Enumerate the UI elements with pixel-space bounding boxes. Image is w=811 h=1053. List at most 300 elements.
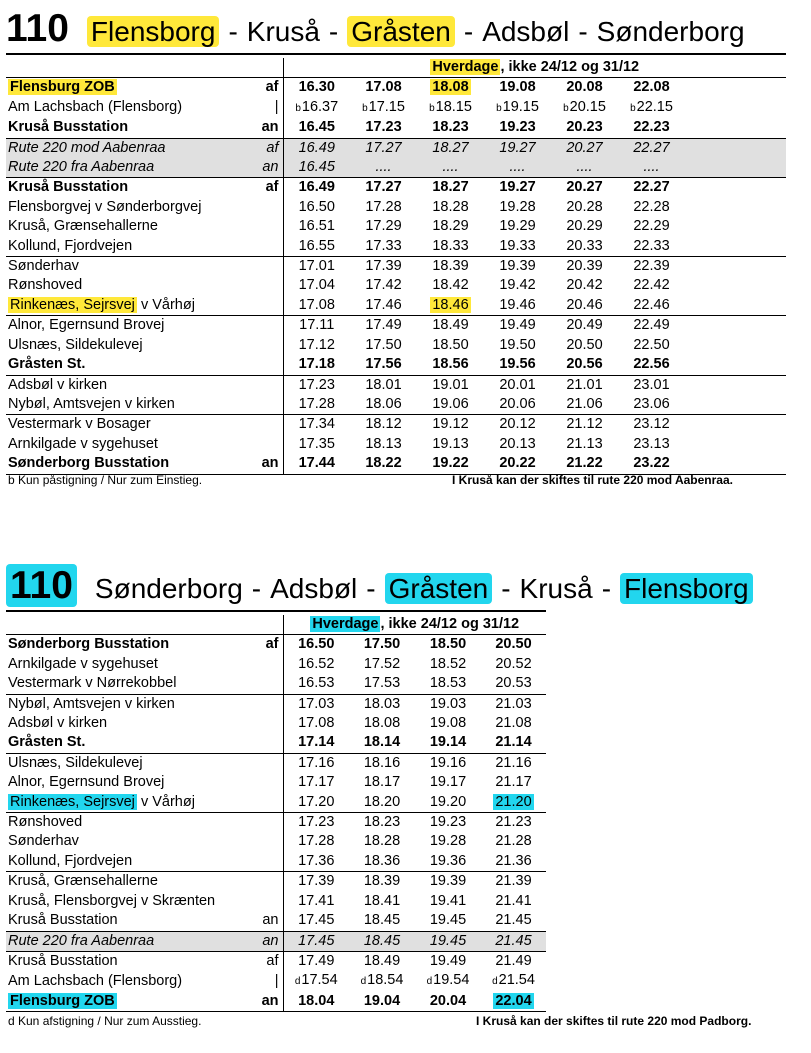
arrival-departure-tag <box>261 237 283 257</box>
departure-time: 22.15 <box>636 98 673 115</box>
table-row <box>6 951 546 971</box>
arrival-departure-tag <box>261 852 283 872</box>
departure-time-cell <box>417 138 484 158</box>
departure-time: 19.29 <box>499 218 536 235</box>
departure-time: 21.54 <box>498 972 535 989</box>
stop-cell <box>6 415 261 435</box>
departure-time-cell <box>283 635 349 655</box>
spacer-cell <box>685 257 786 277</box>
departure-time-cell <box>283 655 349 674</box>
departure-time: 17.28 <box>298 833 335 850</box>
departure-time: 18.14 <box>363 734 401 751</box>
stop-name: Kollund, Fjordvejen <box>8 852 133 869</box>
stop-cell <box>6 911 261 931</box>
departure-time: 17.27 <box>365 139 402 156</box>
departure-time-cell <box>283 971 349 991</box>
departure-time: 17.50 <box>363 636 401 653</box>
departure-time: 21.01 <box>566 376 603 393</box>
stop-name: Alnor, Egernsund Brovej <box>8 774 165 791</box>
departure-time-cell <box>350 178 417 198</box>
arrival-departure-tag: an <box>261 931 283 951</box>
departure-time: 21.12 <box>566 416 603 433</box>
table-row <box>6 635 546 655</box>
arrival-departure-tag <box>261 316 283 336</box>
departure-time-cell <box>618 198 685 217</box>
departure-time: 18.49 <box>432 317 469 334</box>
departure-time-cell <box>283 454 350 474</box>
stop-name: Rinkenæs, Sejrsvej <box>10 296 135 313</box>
arrival-departure-tag: af <box>261 951 283 971</box>
table-row <box>6 395 786 415</box>
stop-cell <box>6 951 261 971</box>
departure-time: 17.56 <box>365 356 402 373</box>
departure-time-cell <box>283 773 349 792</box>
departure-time: 22.04 <box>495 992 532 1009</box>
departure-time-cell <box>349 832 415 851</box>
stop-suffix: v Vårhøj <box>136 296 195 313</box>
departure-time-cell <box>484 217 551 236</box>
departure-time-cell <box>283 714 349 733</box>
table-row <box>6 198 786 217</box>
stop-cell <box>6 276 261 295</box>
departure-time-cell <box>349 813 415 833</box>
departure-time: 18.15 <box>435 98 472 115</box>
stop-name: Ulsnæs, Sildekulevej <box>8 336 143 353</box>
stop-cell <box>6 257 261 277</box>
departure-time: 16.52 <box>298 655 335 672</box>
departure-time: 21.03 <box>495 695 532 712</box>
stop-cell <box>6 635 261 655</box>
stop-cell <box>6 138 261 158</box>
departure-time: 19.45 <box>429 932 467 949</box>
departure-time: 16.50 <box>298 636 335 653</box>
departure-time-cell <box>481 635 546 655</box>
departure-time-cell <box>551 118 618 138</box>
departure-time-cell <box>484 415 551 435</box>
arrival-departure-tag: af <box>261 138 283 158</box>
departure-time-cell <box>417 454 484 474</box>
departure-time: 18.20 <box>363 793 401 810</box>
arrival-departure-tag: af <box>261 178 283 198</box>
departure-time-cell <box>349 793 415 813</box>
stop-cell <box>6 892 261 911</box>
departure-time: 17.16 <box>298 754 335 771</box>
footnote-marker: b <box>429 102 435 114</box>
stop-suffix: v Vårhøj <box>136 793 195 810</box>
departure-time: 22.39 <box>633 258 670 275</box>
departure-time: 20.15 <box>569 98 606 115</box>
departure-time: 22.27 <box>633 139 670 156</box>
departure-time: 19.12 <box>432 416 469 433</box>
departure-time-cell <box>618 118 685 138</box>
departure-time: 20.13 <box>499 435 536 452</box>
stop-name: Kruså Busstation <box>8 179 129 196</box>
departure-time-cell <box>618 98 685 118</box>
departure-time: 18.39 <box>363 873 401 890</box>
table-row <box>6 655 546 674</box>
departure-time: 18.36 <box>363 852 401 869</box>
departure-time: 17.42 <box>365 277 402 294</box>
departure-time-cell <box>415 992 481 1012</box>
departure-time: 17.23 <box>365 119 402 136</box>
departure-time: 20.01 <box>499 376 536 393</box>
departure-time-cell <box>283 992 349 1012</box>
departure-time-cell <box>283 375 350 395</box>
departure-time: 17.01 <box>298 258 335 275</box>
title-rule <box>6 53 786 55</box>
departure-time: 19.06 <box>432 395 469 412</box>
day-header <box>283 615 546 635</box>
timetable-flensborg-sonderborg <box>0 0 811 500</box>
departure-time: 19.04 <box>363 992 401 1009</box>
title-separator: - <box>578 16 588 47</box>
departure-time-cell <box>283 395 350 415</box>
stop-name: Kruså Busstation <box>8 119 129 136</box>
arrival-departure-tag: an <box>261 158 283 178</box>
departure-time-cell <box>283 78 350 98</box>
departure-time: 17.52 <box>363 655 401 672</box>
departure-time: 17.17 <box>298 774 335 791</box>
departure-time: 18.16 <box>363 754 401 771</box>
departure-time: 18.54 <box>367 972 404 989</box>
departure-time-cell <box>417 355 484 375</box>
departure-time: 20.27 <box>566 179 603 196</box>
departure-time-cell <box>417 336 484 355</box>
header-row <box>6 58 786 78</box>
arrival-departure-tag: af <box>261 78 283 98</box>
departure-time: 19.28 <box>499 198 536 215</box>
arrival-departure-tag <box>261 375 283 395</box>
departure-time: 18.23 <box>363 814 401 831</box>
title-stop: Sønderborg <box>596 16 745 47</box>
table-row <box>6 714 546 733</box>
header-blank <box>6 58 283 78</box>
departure-time: 21.41 <box>495 892 532 909</box>
table-row <box>6 276 786 295</box>
departure-time-cell <box>551 296 618 316</box>
departure-time: 16.49 <box>298 139 335 156</box>
stop-name: Kruså, Grænsehallerne <box>8 218 158 235</box>
departure-time-cell <box>350 237 417 257</box>
table-row <box>6 793 546 813</box>
departure-time: 17.34 <box>298 416 335 433</box>
arrival-departure-tag <box>261 336 283 355</box>
stop-name: Kruså, Flensborgvej v Skrænten <box>8 892 216 909</box>
departure-time: 20.06 <box>499 395 536 412</box>
departure-time-cell <box>481 911 546 931</box>
departure-time-cell <box>551 415 618 435</box>
stop-name: Rute 220 fra Aabenraa <box>8 932 155 949</box>
departure-time-cell <box>618 355 685 375</box>
departure-time: 17.39 <box>298 873 335 890</box>
departure-time: 18.06 <box>365 395 402 412</box>
departure-time-cell <box>283 931 349 951</box>
departure-time-cell <box>484 355 551 375</box>
departure-time: 23.13 <box>633 435 670 452</box>
stop-cell <box>6 674 261 694</box>
title-separator: - <box>328 16 339 47</box>
departure-time: 20.23 <box>566 119 603 136</box>
table-row <box>6 415 786 435</box>
departure-time: 19.41 <box>429 892 467 909</box>
departure-time: 17.11 <box>299 317 335 334</box>
departure-time-cell <box>415 832 481 851</box>
departure-time: 16.55 <box>298 237 335 254</box>
title-stop: Gråsten <box>347 16 455 47</box>
departure-time-cell <box>618 158 685 178</box>
departure-time-cell <box>283 257 350 277</box>
spacer-cell <box>685 435 786 454</box>
table-row <box>6 454 786 474</box>
departure-time-cell <box>283 852 349 872</box>
stop-name: Nybøl, Amtsvejen v kirken <box>8 395 175 412</box>
stop-name: Vestermark v Nørrekobbel <box>8 675 177 692</box>
departure-time: 21.20 <box>495 793 532 810</box>
departure-time-cell <box>349 992 415 1012</box>
table-row <box>6 118 786 138</box>
stop-cell <box>6 198 261 217</box>
departure-time: 17.20 <box>298 793 335 810</box>
departure-time: 21.28 <box>495 833 532 850</box>
departure-time-cell <box>551 375 618 395</box>
departure-time-cell <box>283 118 350 138</box>
departure-time: 17.08 <box>365 79 402 96</box>
departure-time-cell <box>350 118 417 138</box>
departure-time-cell <box>551 98 618 118</box>
departure-time: 20.39 <box>566 258 603 275</box>
departure-time: 21.14 <box>495 734 532 751</box>
departure-time-cell <box>417 237 484 257</box>
table-row <box>6 971 546 991</box>
departure-time: 21.06 <box>566 395 603 412</box>
spacer-cell <box>685 178 786 198</box>
stop-name: Alnor, Egernsund Brovej <box>8 317 165 334</box>
departure-time-cell <box>417 257 484 277</box>
arrival-departure-tag <box>261 793 283 813</box>
departure-time: 17.53 <box>363 675 401 692</box>
departure-time: 17.45 <box>298 912 335 929</box>
arrival-departure-tag <box>261 198 283 217</box>
departure-time-cell <box>350 336 417 355</box>
departure-time: 19.27 <box>499 179 536 196</box>
departure-time-cell <box>283 911 349 931</box>
departure-time-cell <box>417 435 484 454</box>
departure-time: 19.42 <box>499 277 536 294</box>
stop-cell <box>6 931 261 951</box>
departure-time: 18.28 <box>432 198 469 215</box>
footnote-right: I Kruså kan der skiftes til rute 220 mod Padborg. <box>476 1014 752 1028</box>
stop-name: Rute 220 mod Aabenraa <box>8 139 166 156</box>
stop-name: Am Lachsbach (Flensborg) <box>8 99 183 116</box>
arrival-departure-tag <box>261 753 283 773</box>
footnote-marker: d <box>360 976 367 988</box>
departure-time-cell <box>618 276 685 295</box>
spacer-cell <box>685 98 786 118</box>
departure-time-cell <box>551 198 618 217</box>
departure-time: .... <box>576 159 593 176</box>
departure-time-cell <box>551 316 618 336</box>
departure-time-cell <box>618 78 685 98</box>
departure-time-cell <box>349 694 415 714</box>
departure-time-cell <box>484 237 551 257</box>
departure-time-cell <box>481 992 546 1012</box>
departure-time-cell <box>350 435 417 454</box>
arrival-departure-tag <box>261 813 283 833</box>
stop-name: Am Lachsbach (Flensborg) <box>8 972 183 989</box>
title-separator: - <box>463 16 474 47</box>
footnote-left: b Kun påstigning / Nur zum Einstieg. <box>8 473 203 487</box>
departure-time: 18.28 <box>363 833 401 850</box>
footnote-marker: b <box>630 102 636 114</box>
title-separator: - <box>366 573 376 604</box>
departure-time-cell <box>481 694 546 714</box>
arrival-departure-tag <box>261 655 283 674</box>
departure-time-cell <box>551 454 618 474</box>
departure-time: 17.46 <box>365 296 402 313</box>
departure-time-cell <box>415 793 481 813</box>
departure-time-cell <box>283 872 349 892</box>
departure-time: 18.33 <box>432 237 469 254</box>
departure-time: 19.28 <box>429 833 467 850</box>
spacer-cell <box>685 217 786 236</box>
arrival-departure-tag <box>261 355 283 375</box>
departure-time-cell <box>283 217 350 236</box>
title-stop: Kruså <box>519 573 593 604</box>
spacer-cell <box>685 395 786 415</box>
departure-time: 20.27 <box>566 139 603 156</box>
departure-time-cell <box>415 852 481 872</box>
route-title <box>6 5 747 53</box>
title-separator: - <box>228 16 238 47</box>
departure-time: 21.45 <box>495 932 532 949</box>
departure-time-cell <box>481 773 546 792</box>
stop-name: Flensburg ZOB <box>10 79 115 96</box>
table-row <box>6 694 546 714</box>
departure-time: 16.37 <box>301 98 339 115</box>
departure-time-cell <box>481 852 546 872</box>
departure-time-cell <box>350 138 417 158</box>
departure-time-cell <box>283 138 350 158</box>
departure-time: 19.36 <box>429 852 467 869</box>
departure-time: 17.44 <box>298 455 335 472</box>
spacer-cell <box>685 316 786 336</box>
departure-time: 17.33 <box>365 237 402 254</box>
departure-time: 16.30 <box>298 79 335 96</box>
spacer-cell <box>685 237 786 257</box>
arrival-departure-tag <box>261 832 283 851</box>
departure-time: 19.49 <box>429 952 467 969</box>
departure-time: 18.42 <box>432 277 469 294</box>
footnote-marker: b <box>496 102 502 114</box>
departure-time-cell <box>417 296 484 316</box>
spacer-cell <box>685 336 786 355</box>
departure-time-cell <box>484 78 551 98</box>
departure-time: 23.22 <box>633 455 670 472</box>
departure-time-cell <box>551 237 618 257</box>
stop-name: Kruså Busstation <box>8 912 118 929</box>
footnote-left: d Kun afstigning / Nur zum Ausstieg. <box>8 1014 202 1028</box>
arrival-departure-tag <box>261 674 283 694</box>
arrival-departure-tag <box>261 872 283 892</box>
stop-name: Rinkenæs, Sejrsvej <box>10 793 135 810</box>
departure-time: 22.33 <box>633 237 670 254</box>
table-row <box>6 733 546 753</box>
departure-time-cell <box>484 316 551 336</box>
departure-time: 20.49 <box>566 317 603 334</box>
stop-name: Rønshoved <box>8 814 83 831</box>
departure-time-cell <box>618 138 685 158</box>
departure-time: 18.50 <box>432 336 469 353</box>
table-row <box>6 674 546 694</box>
table-row <box>6 178 786 198</box>
departure-time-cell <box>283 832 349 851</box>
stop-name: Adsbøl v kirken <box>8 376 108 393</box>
spacer-cell <box>685 375 786 395</box>
arrival-departure-tag: | <box>261 98 283 118</box>
departure-time: 18.01 <box>365 376 402 393</box>
departure-time: 18.56 <box>432 356 469 373</box>
title-separator: - <box>601 573 612 604</box>
departure-time-cell <box>481 931 546 951</box>
title-separator: - <box>251 573 262 604</box>
stop-cell <box>6 217 261 236</box>
departure-time: 19.23 <box>499 119 536 136</box>
departure-time: 22.23 <box>633 119 670 136</box>
departure-time: 22.46 <box>633 296 670 313</box>
departure-time-cell <box>415 674 481 694</box>
departure-time-cell <box>481 892 546 911</box>
departure-time: 19.39 <box>499 258 536 275</box>
footnote-marker: d <box>426 976 433 988</box>
departure-time-cell <box>415 813 481 833</box>
stop-name: Arnkilgade v sygehuset <box>8 435 158 452</box>
departure-time: 21.22 <box>566 455 603 472</box>
departure-time-cell <box>618 375 685 395</box>
departure-time: 18.49 <box>363 952 401 969</box>
stop-cell <box>6 872 261 892</box>
departure-time-cell <box>349 773 415 792</box>
stop-name: Nybøl, Amtsvejen v kirken <box>8 695 175 712</box>
departure-time-cell <box>551 78 618 98</box>
arrival-departure-tag: an <box>261 454 283 474</box>
departure-time-cell <box>484 178 551 198</box>
departure-time-cell <box>283 237 350 257</box>
departure-time-cell <box>415 733 481 753</box>
departure-time: 19.13 <box>432 435 469 452</box>
departure-time: 18.22 <box>365 455 402 472</box>
title-stop: Gråsten <box>385 573 493 604</box>
footnote-marker: d <box>294 976 301 988</box>
arrival-departure-tag: af <box>261 635 283 655</box>
departure-time: 17.39 <box>365 258 402 275</box>
stop-name: Gråsten St. <box>8 356 86 373</box>
arrival-departure-tag <box>261 257 283 277</box>
departure-time-cell <box>415 931 481 951</box>
departure-time: 20.46 <box>566 296 603 313</box>
stop-name: Rønshoved <box>8 277 83 294</box>
departure-time-cell <box>283 355 350 375</box>
departure-time-cell <box>283 98 350 118</box>
departure-time-cell <box>481 714 546 733</box>
stop-name: Ulsnæs, Sildekulevej <box>8 754 143 771</box>
header-blank <box>6 615 283 635</box>
departure-time: 18.12 <box>365 416 402 433</box>
departure-time-cell <box>350 395 417 415</box>
departure-time: 22.28 <box>633 198 670 215</box>
departure-time-cell <box>551 138 618 158</box>
departure-time: 21.36 <box>495 852 532 869</box>
departure-time-cell <box>415 773 481 792</box>
